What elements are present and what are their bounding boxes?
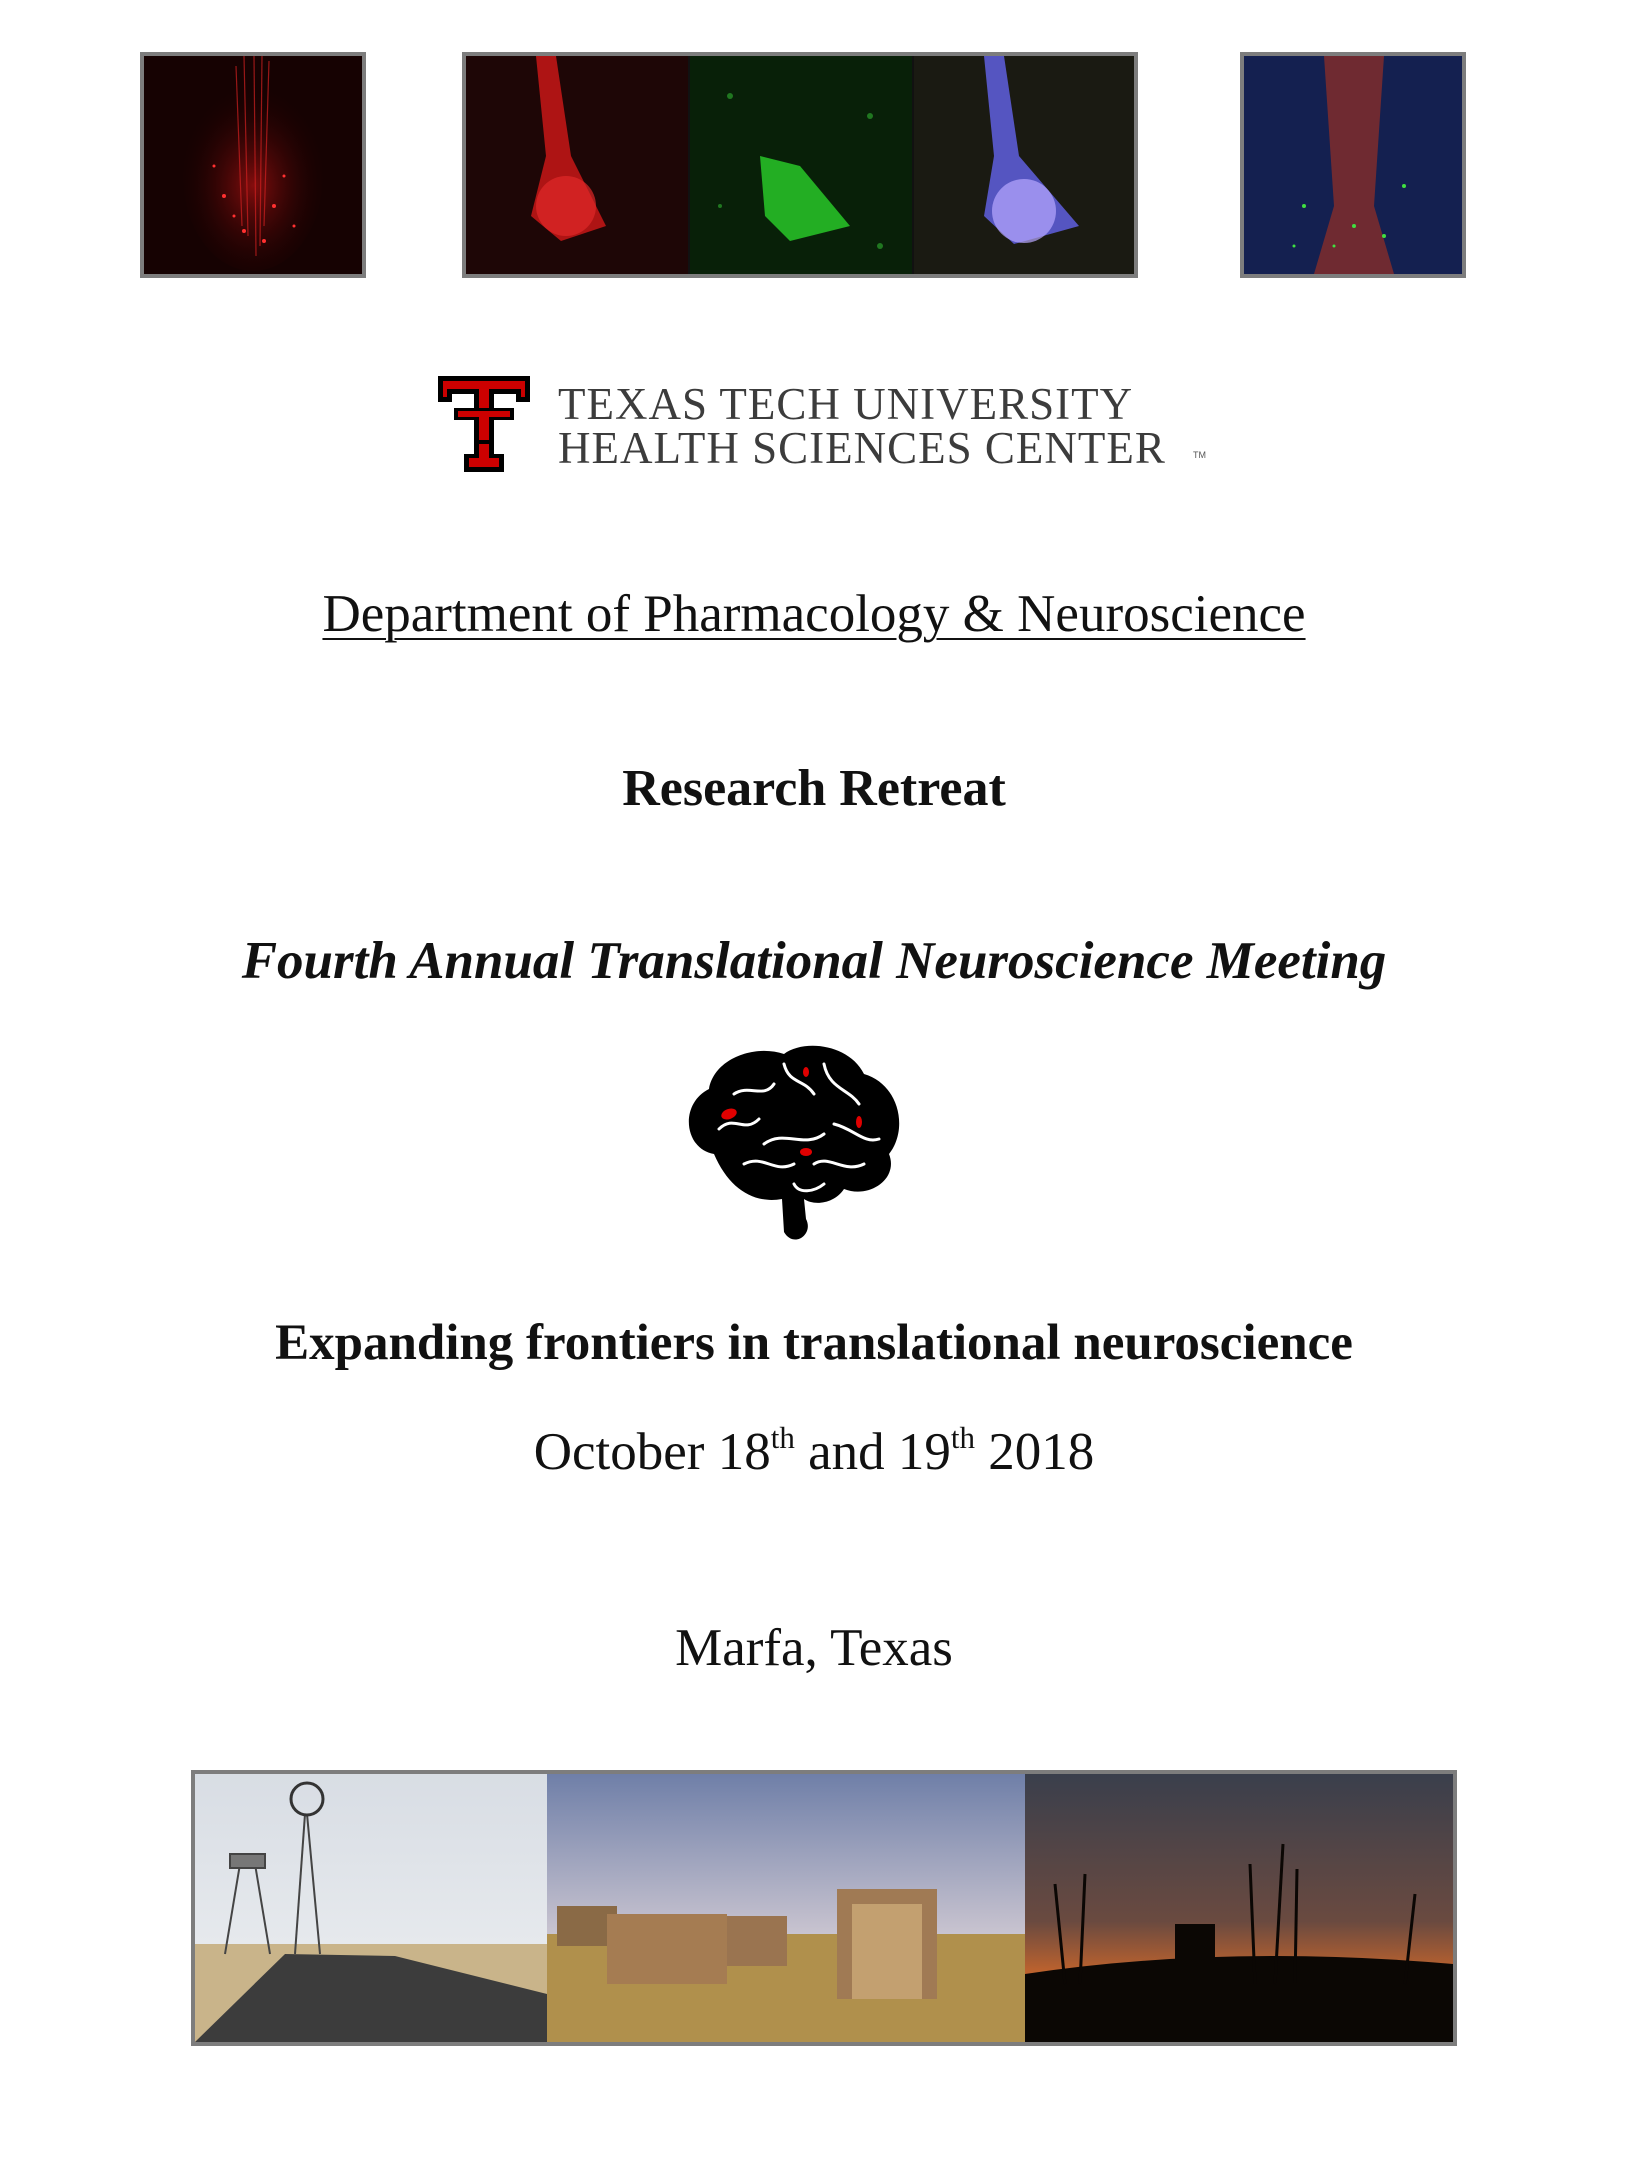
brain-icon — [674, 1034, 914, 1244]
double-t-logo-icon — [436, 374, 532, 474]
micrograph-triptych — [462, 52, 1138, 278]
ttuhsc-logo — [436, 374, 1216, 474]
micrograph-panel-green — [690, 56, 912, 274]
meeting-title: Fourth Annual Translational Neuroscience Meeting — [241, 932, 1387, 990]
marfa-photo-strip — [191, 1770, 1457, 2046]
logo-line-1: TEXAS TECH UNIVERSITY — [558, 379, 1134, 429]
logo-wordmark — [558, 379, 1166, 473]
department-heading: Department of Pharmacology & Neuroscience — [322, 585, 1306, 643]
event-location: Marfa, Texas — [675, 1619, 953, 1677]
photo-sunset-silhouette — [1025, 1774, 1453, 2042]
micrograph-panel-merged — [914, 56, 1138, 274]
micrograph-panel-red — [466, 56, 688, 274]
logo-trademark: TM — [1193, 450, 1206, 460]
theme-heading: Expanding frontiers in translational neuroscience — [275, 1315, 1353, 1371]
photo-windmill — [195, 1774, 547, 2042]
event-title: Research Retreat — [622, 760, 1006, 817]
micrograph-multichannel — [1240, 52, 1466, 278]
photo-concrete-boxes — [547, 1774, 1025, 2042]
event-dates: October 18th and 19th 2018 — [533, 1420, 1095, 1481]
micrograph-red — [140, 52, 366, 278]
logo-line-2: HEALTH SCIENCES CENTER — [558, 423, 1166, 473]
